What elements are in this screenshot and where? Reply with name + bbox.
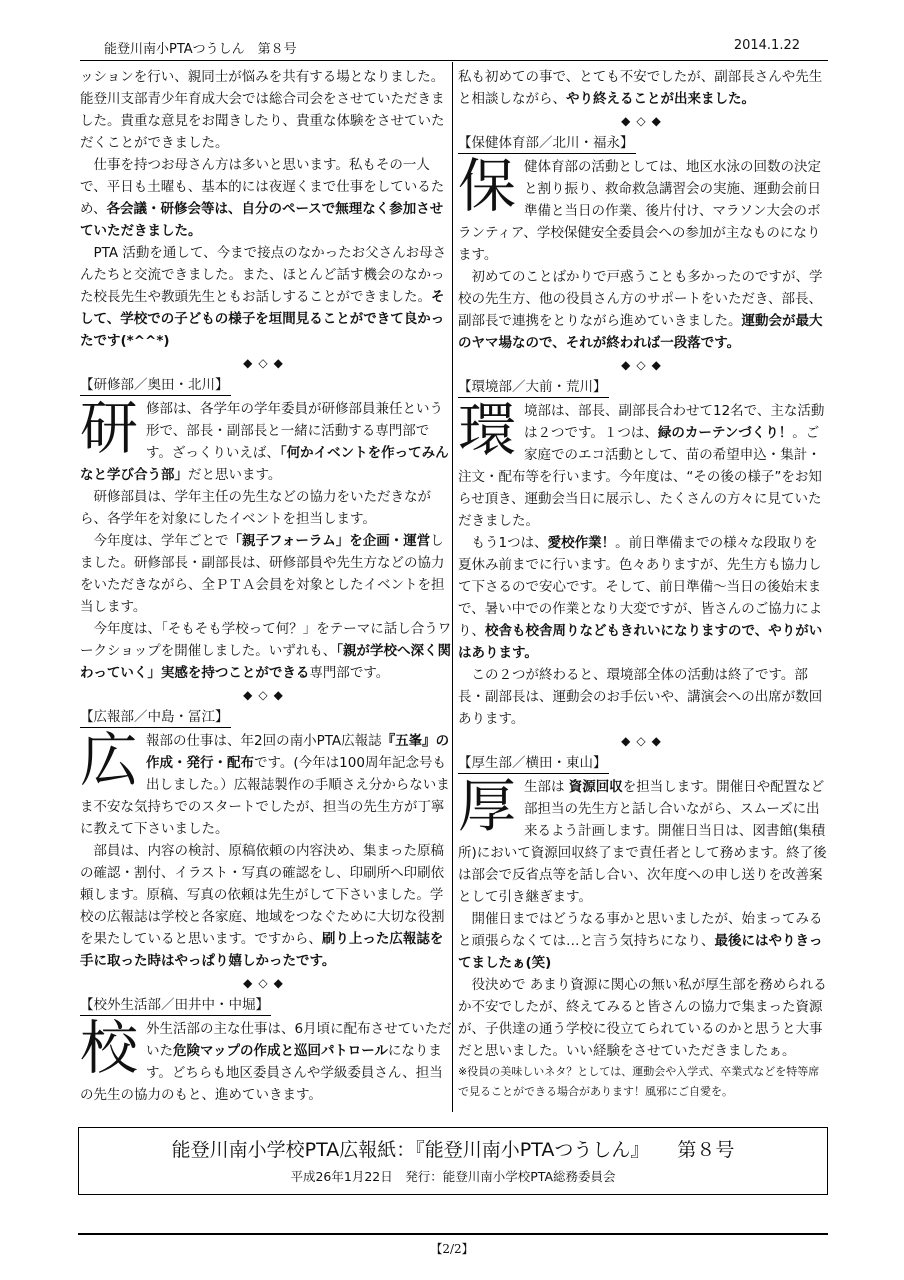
section-kosei <box>458 772 830 1102</box>
footnote: ※役員の美味しいネタ？としては、運動会や入学式、卒業式などを特等席で見ることができる場合があります！風邪にご自愛を。 <box>458 1065 820 1098</box>
drop-cap: 厚 <box>458 772 517 840</box>
hoken-paragraph-2: 初めてのことばかりで戸惑うことも多かったのですが、学校の先生方、他の役員さん方のサポートをいただき、部長、副部長で連携をとりながら進めていきました。運動会が最大のヤマ場なので、それが終われば一段落です。 <box>458 269 823 351</box>
continued-paragraph: 私も初めての事で、とても不安でしたが、副部長さんや先生と相談しながら、やり終えることが出来ました。 <box>458 69 823 107</box>
header-title: 能登川南小PTAつうしん 第８号 <box>104 42 297 57</box>
section-separator: ◆◇◆ <box>621 734 667 748</box>
kenshu-paragraph-4: 今年度は、「そもそも学校って何？」をテーマに話し合うワークショップを開催しました。いずれも、「親が学校へ深く関わっていく」実感を持つことができる専門部です。 <box>80 621 452 681</box>
section-kenshu <box>80 394 452 684</box>
intro-paragraph-1: ッションを行い、親同士が悩みを共有する場となりました。能登川支部青少年育成大会では総合司会をさせていただきました。貴重な意見をお聞きしたり、貴重な体験をさせていただくことができました。 <box>80 69 445 151</box>
kosei-paragraph-2: 開催日まではどうなる事かと思いましたが、始まってみると頑張らなくては…と言う気持ちになり、最後にはやりきってましたぁ(笑) <box>458 911 823 971</box>
drop-cap: 広 <box>80 726 139 794</box>
kosei-paragraph-3: 役決めで あまり資源に関心の無い私が厚生部を務められるか不安でしたが、終えてみると皆さんの協力で集まった資源が、子供達の通う学校に役立てられているのかと思うと大事だと思いました。いい経験をさせていただきましたぁ。 <box>458 977 827 1059</box>
section-heading-kenshu: 【研修部／奥田・北川】 <box>80 375 231 396</box>
section-separator: ◆◇◆ <box>621 358 667 372</box>
right-column <box>458 66 830 1102</box>
section-separator: ◆◇◆ <box>243 356 289 370</box>
left-column <box>80 66 452 1106</box>
drop-cap: 保 <box>458 152 517 220</box>
kankyo-paragraph-1: 境部は、部長、副部長合わせて12名で、主な活動は２つです。１つは、緑のカーテンづくり！。ご家庭でのエコ活動として、苗の希望申込・集計・注文・配布等を行います。今年度は、“その後の様子”をお知らせ頂き、運動会当日に展示し、たくさんの方々に見ていただきました。 <box>458 403 825 529</box>
koho-paragraph-2: 部員は、内容の検討、原稿依頼の内容決め、集まった原稿の確認・割付、イラスト・写真の確認をし、印刷所へ印刷依頼します。原稿、写真の依頼は先生がして下さいました。学校の広報誌は学校と各家庭、地域をつなぐために大切な役割を果たしていると思います。ですから、刷り上った広報誌を手に取った時はやっぱり嬉しかったです。 <box>80 843 445 969</box>
page-header <box>80 38 828 60</box>
section-heading-koho: 【広報部／中島・冨江】 <box>80 707 231 728</box>
kogai-paragraph-1: 外生活部の主な仕事は、6月頃に配布させていただいた危険マップの作成と巡回パトロールになります。どちらも地区委員さんや学級委員さん、担当の先生の協力のもと、進めていきます。 <box>80 1021 452 1103</box>
page-number: 【2/2】 <box>430 1242 474 1256</box>
intro-paragraph-3: PTA 活動を通して、今まで接点のなかったお父さんお母さんたちと交流できました。また、ほとんど話す機会のなかった校長先生や教頭先生ともお話しすることができました。そして、学校での子どもの様子を垣間見ることができて良かったです(*^^*) <box>80 245 447 349</box>
masthead-box <box>78 1127 828 1195</box>
section-heading-kankyo: 【環境部／大前・荒川】 <box>458 377 609 398</box>
header-rule <box>80 60 828 61</box>
kenshu-paragraph-2: 研修部員は、学年主任の先生などの協力をいただきながら、各学年を対象にしたイベントを担当します。 <box>80 489 431 527</box>
hoken-paragraph-1: 健体育部の活動としては、地区水泳の回数の決定と割り振り、救命救急講習会の実施、運動会前日準備と当日の作業、後片付け、マラソン大会のボランティア、学校保健安全委員会への参加が主なものになります。 <box>458 159 821 263</box>
koho-paragraph-1: 報部の仕事は、年2回の南小PTA広報誌『五峯』の作成・発行・配布です。(今年は100周年記念号も出しました。）広報誌製作の手順さえ分からないまま不安な気持ちでのスタートでしたが、担当の先生方が丁寧に教えて下さいました。 <box>80 733 450 837</box>
kankyo-paragraph-2: もう1つは、愛校作業！。前日準備までの様々な段取りを夏休み前までに行います。色々ありますが、先生方も協力して下さるので安心です。そして、前日準備～当日の後始末まで、暑い中での作業となり大変ですが、皆さんのご協力により、校舎も校舎周りなどもきれいになりますので、やりがいはあります。 <box>458 535 823 661</box>
intro-paragraph-2: 仕事を持つお母さん方は多いと思います。私もその一人で、平日も土曜も、基本的には夜遅くまで仕事をしているため、各会議・研修会等は、自分のペースで無理なく参加させていただきました。 <box>80 157 445 239</box>
issue-number: 第８号 <box>677 1139 735 1161</box>
column-divider <box>452 62 453 1112</box>
section-kogai <box>80 1014 452 1106</box>
section-heading-kosei: 【厚生部／横田・東山】 <box>458 753 609 774</box>
section-heading-kogai: 【校外生活部／田井中・中堀】 <box>80 995 271 1016</box>
masthead-title: 能登川南小学校PTA広報紙：『能登川南小PTAつうしん』 第８号 <box>171 1139 735 1161</box>
section-separator: ◆◇◆ <box>243 688 289 702</box>
kenshu-paragraph-1: 修部は、各学年の学年委員が研修部員兼任という形で、部長・副部長と一緒に活動する専門部です。ざっくりいえば、「何かイベントを作ってみんなと学び合う部」だと思います。 <box>80 401 449 483</box>
drop-cap: 研 <box>80 394 139 462</box>
header-date: 2014.1.22 <box>733 38 800 53</box>
section-koho <box>80 726 452 972</box>
kosei-paragraph-1: 生部は 資源回収を担当します。開催日や配置など部担当の先生方と話し合いながら、スムーズに出来るよう計画します。開催日当日は、図書館(集積所)において資源回収終了まで責任者として務めます。終了後は部会で反省点等を話し合い、次年度への申し送りを改善案として引き継ぎます。 <box>458 779 827 905</box>
section-separator: ◆◇◆ <box>621 114 667 128</box>
section-kankyo <box>458 396 830 730</box>
section-separator: ◆◇◆ <box>243 976 289 990</box>
section-hoken <box>458 152 830 354</box>
masthead-subtitle: 平成26年1月22日 発行：能登川南小学校PTA総務委員会 <box>290 1169 616 1184</box>
kenshu-paragraph-3: 今年度は、学年ごとで「親子フォーラム」を企画・運営しました。研修部長・副部長は、研修部員や先生方などの協力をいただきながら、全ＰＴＡ会員を対象としたイベントを担当します。 <box>80 533 445 615</box>
drop-cap: 校 <box>80 1014 139 1082</box>
section-heading-hoken: 【保健体育部／北川・福永】 <box>458 133 636 154</box>
drop-cap: 環 <box>458 396 517 464</box>
bottom-rule <box>78 1233 828 1235</box>
kankyo-paragraph-3: この２つが終わると、環境部全体の活動は終了です。部長・副部長は、運動会のお手伝いや、講演会への出席が数回あります。 <box>458 667 823 727</box>
